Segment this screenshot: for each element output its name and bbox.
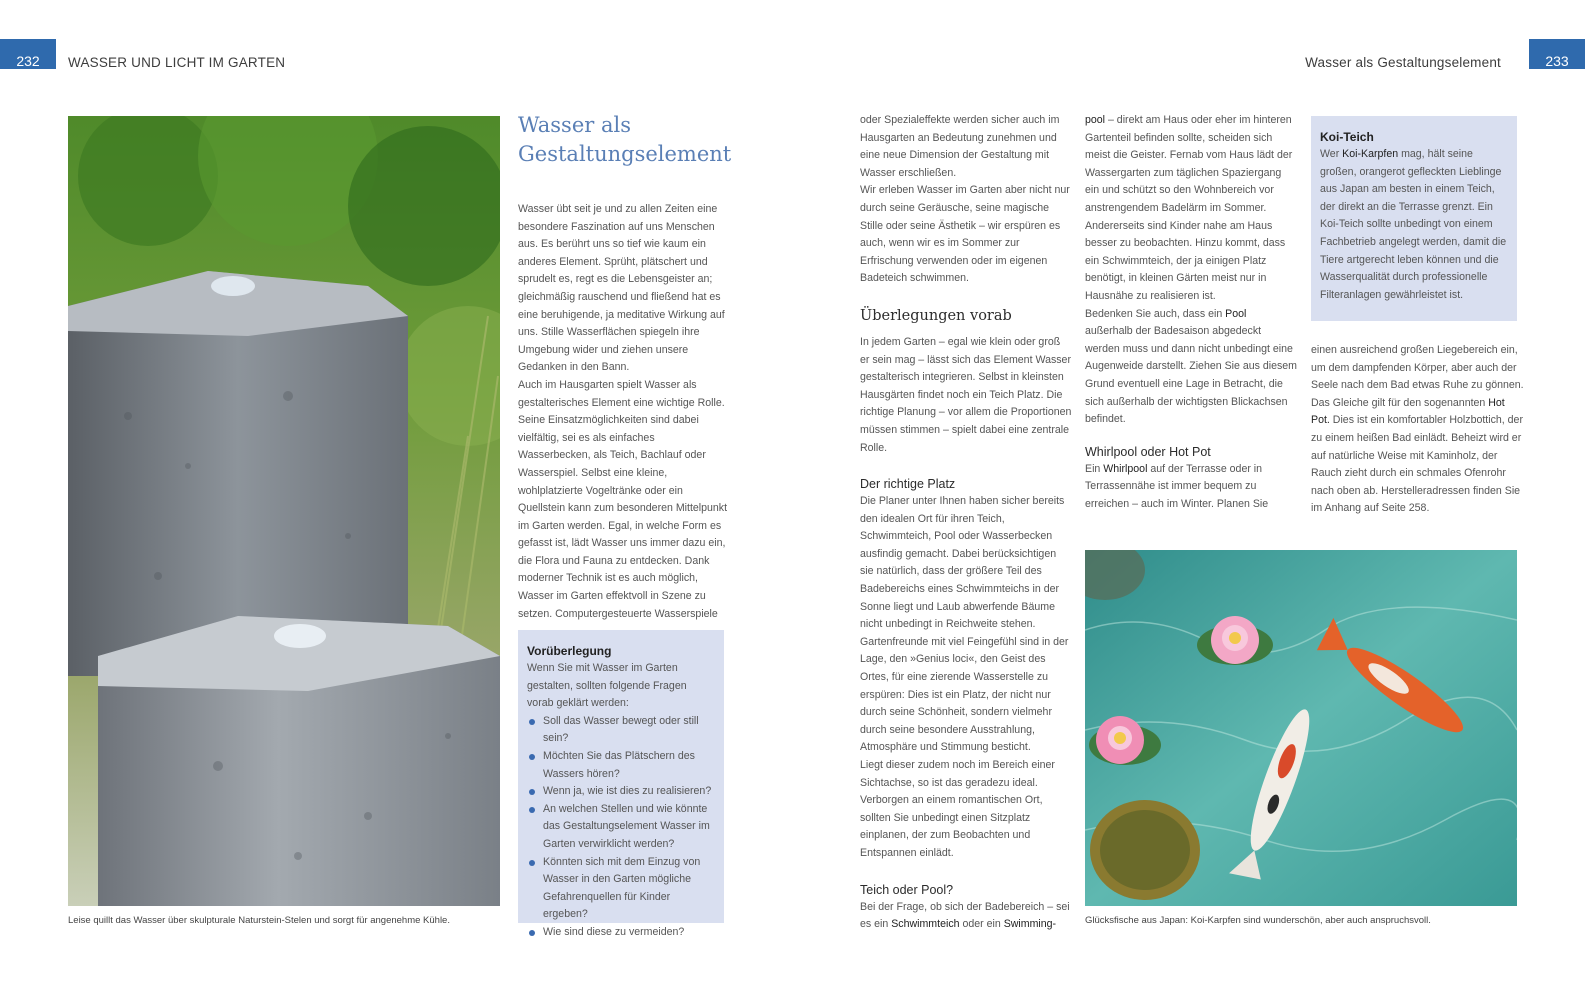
- intro-paragraph-1: Wasser übt seit je und zu allen Zeiten eine besondere Faszination auf uns Menschen aus. Es berührt uns so tief wie kaum ein anderes Element. Sprüht, plätschert und sprudelt es, regt es die Lebensgeister an; gleichmäßig rauschend und fließend hat es eine beruhigende, ja meditative Wirkung auf uns. Stille Wasserflächen spiegeln ihre Umgebung wider und ziehen unsere Gedanken in den Bann.: [518, 203, 725, 374]
- right-running-title: Wasser als Gestaltungselement: [1305, 55, 1501, 70]
- list-item: Wenn ja, wie ist dies zu realisieren?: [527, 783, 714, 801]
- koi-teich-title: Koi-Teich: [1320, 130, 1374, 144]
- column-1: [518, 201, 730, 623]
- heading-ueberlegungen: Überlegungen vorab: [860, 307, 1012, 324]
- vorueberlegung-intro: Wenn Sie mit Wasser im Garten gestalten, sollten folgende Fragen vorab geklärt werden:: [527, 662, 687, 710]
- list-item: An welchen Stellen und wie könnte das Gestaltungselement Wasser im Garten verwirklicht werden?: [527, 801, 714, 854]
- intro-paragraph-2: Auch im Hausgarten spielt Wasser als gestalterisches Element eine wichtige Rolle. Seine Einsatzmöglichkeiten sind dabei vielfältig, sei es als einfaches Wasserbecken, als Teich, Bachlauf oder Wasserspiel. Selbst eine kleine, wohlplatzierte Vogeltränke oder ein Quellstein kann zum besonderen Mittelpunkt im Garten werden. Egal, in welche Form es gefasst ist, lädt Wasser uns immer dazu ein, die Flora und Fauna zu entdecken. Dank moderner Technik ist es auch möglich, Wasser im Garten effektvoll in Szene zu setzen. Computergesteuerte Wasserspiele: [518, 378, 728, 620]
- list-item: Wie sind diese zu vermeiden?: [527, 924, 714, 942]
- vorueberlegung-title: Vorüberlegung: [527, 644, 612, 658]
- left-running-title: WASSER UND LICHT IM GARTEN: [68, 55, 286, 70]
- right-photo-caption: Glücksfische aus Japan: Koi-Karpfen sind wunderschön, aber auch anspruchsvoll.: [1085, 915, 1431, 926]
- vorueberlegung-box: [518, 630, 724, 938]
- stone-fountain-photo: [68, 116, 500, 906]
- vorueberlegung-list: [527, 713, 714, 942]
- heading-teich-oder-pool: Teich oder Pool?: [860, 882, 954, 897]
- column-2: oder Spezialeffekte werden sicher auch im Hausgarten an Bedeutung zunehmen und eine neue Dimension der Gestaltung mit Wasser erschließen. Wir erleben Wasser im Garten aber nicht nur durch seine Geräusche, seine magische Stille oder seine Ästhetik – wir erspüren es auch, wenn wir es im Sommer zur Erfrischung verwenden oder im eigenen Badeteich schwimmen. Überlegungen vorab In jedem Garten – egal wie klein oder groß er sein mag – lässt sich das Element Wasser gestalterisch integrieren. Selbst in kleinsten Hausgärten findet noch ein Teich Platz. Die richtige Planung – vor allem die Proportionen müssen stimmen – spielt dabei eine zentrale Rolle. Der richtige Platz Die Planer unter Ihnen haben sicher bereits den idealen Ort für ihren Teich, Schwimmteich, Pool oder Wasserbecken ausfindig gemacht. Dabei berücksichtigen sie natürlich, dass der größere Teil des Badebereichs eines Schwimmteichs in der Sonne liegt und Laub abwerfende Bäume nicht unbedingt in Reichweite stehen. Gartenfreunde mit viel Feingefühl sind in der Lage, den »Genius loci«, den Geist des Ortes, für eine zierende Wasserstelle zu erspüren: Dies ist ein Platz, der nicht nur durch seine Schönheit, sondern vielmehr durch seine besondere Ausstrahlung, Atmosphäre und Stimmung besticht. Liegt dieser zudem noch im Bereich einer Sichtachse, so ist das geradezu ideal. Verborgen an einem romantischen Ort, sollten Sie unbedingt einen Sitzplatz einplanen, der zum Beobachten und Entspannen einlädt. Teich oder Pool? Bei der Frage, ob sich der Badebereich – sei es ein Schwimmteich oder ein Swimming-: [860, 114, 1072, 931]
- article-title: Wasser als Gestaltungselement: [518, 113, 732, 166]
- heading-whirlpool: Whirlpool oder Hot Pot: [1085, 444, 1211, 459]
- list-item: Könnten sich mit dem Einzug von Wasser in den Garten mögliche Gefahrenquellen für Kinder ergeben?: [527, 854, 714, 924]
- koi-teich-box: Koi-Teich Wer Koi-Karpfen mag, hält seine großen, orangerot gefleckten Lieblinge aus Japan am besten in einem Teich, der direkt an die Terrasse grenzt. Ein Koi-Teich sollte unbedingt von einem Fachbetrieb angelegt werden, damit die Tiere artgerecht leben können und die Wasserqualität durch professionelle Filteranlagen gewährleistet ist.: [1311, 116, 1517, 321]
- heading-richtiger-platz: Der richtige Platz: [860, 477, 956, 492]
- list-item: Soll das Wasser bewegt oder still sein?: [527, 713, 714, 748]
- list-item: Möchten Sie das Plätschern des Wassers hören?: [527, 748, 714, 783]
- left-page-number: 232: [0, 39, 56, 69]
- left-photo-caption: Leise quillt das Wasser über skulpturale Naturstein-Stelen und sorgt für angenehme Kühle.: [68, 915, 450, 926]
- column-3: pool – direkt am Haus oder eher im hinteren Gartenteil befinden sollte, scheiden sich meist die Geister. Fernab vom Haus lädt der Wassergarten zum täglichen Spaziergang ein und schützt so den Wohnbereich vor anstrengendem Badelärm im Sommer. Andererseits sind Kinder nahe am Haus besser zu beobachten. Hinzu kommt, dass ein Schwimmteich, der ja einigen Platz benötigt, in kleinen Gärten meist nur in Hausnähe zu realisieren ist. Bedenken Sie auch, dass ein Pool außerhalb der Badesaison abgedeckt werden muss und dann nicht unbedingt eine Augenweide darstellt. Ziehen Sie aus diesem Grund eventuell eine Lage in Betracht, die sich außerhalb der wichtigsten Blickachsen befindet. Whirlpool oder Hot Pot Ein Whirlpool auf der Terrasse oder in Terrassennähe ist immer bequem zu erreichen – auch im Winter. Planen Sie: [1085, 114, 1297, 510]
- column-4: einen ausreichend großen Liegebereich ein, um dem dampfenden Körper, aber auch der Seele nach dem Bad etwas Ruhe zu gönnen. Das Gleiche gilt für den sogenannten Hot Pot. Dies ist ein komfortabler Holzbottich, der zu einem heißen Bad einlädt. Beheizt wird er auf natürliche Weise mit Kaminholz, der Rauch zieht durch ein schmales Ofenrohr nach oben ab. Herstelleradressen finden Sie im Anhang auf Seite 258.: [1311, 344, 1524, 515]
- right-page-number: 233: [1529, 39, 1585, 69]
- koi-pond-photo: [1085, 550, 1517, 906]
